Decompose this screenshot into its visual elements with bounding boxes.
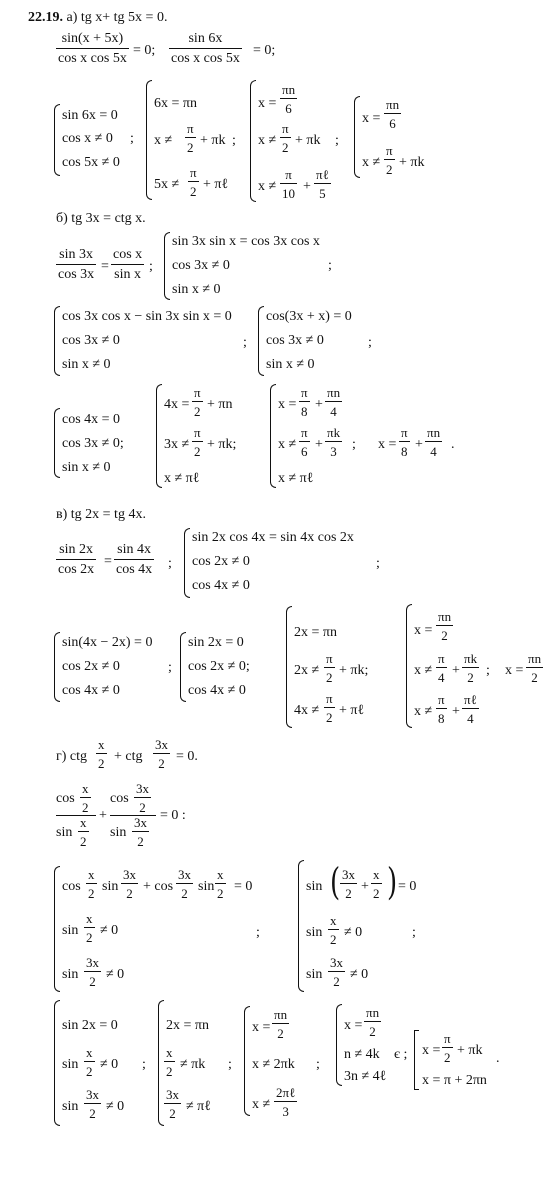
fraction: sin(x + 5x) cos x cos 5x	[58, 31, 127, 66]
system-brace	[270, 384, 276, 488]
system-brace	[180, 632, 186, 702]
system-brace	[54, 104, 60, 176]
part-c-heading: в) tg 2x = tg 4x.	[56, 507, 146, 522]
system-brace	[146, 80, 152, 200]
system-brace	[406, 604, 412, 728]
fraction: sin 6x cos x cos 5x	[171, 31, 240, 66]
system-brace	[286, 606, 292, 728]
system-brace	[156, 384, 162, 488]
system-brace	[244, 1006, 250, 1116]
system-brace	[250, 80, 256, 202]
part-d-heading: г) ctg	[56, 749, 88, 764]
part-b-heading: б) tg 3x = ctg x.	[56, 211, 146, 226]
system-brace	[54, 408, 60, 478]
system-brace	[54, 632, 60, 702]
union-bracket	[414, 1030, 419, 1090]
system-brace	[298, 860, 304, 992]
system-brace	[354, 96, 360, 178]
system-brace	[184, 528, 190, 598]
system-brace	[54, 306, 60, 376]
system-brace	[54, 866, 60, 992]
system-brace	[164, 232, 170, 300]
system-brace	[54, 1000, 60, 1126]
system-brace	[258, 306, 264, 376]
problem-heading: 22.19. а) tg x+ tg 5x = 0.	[28, 10, 168, 25]
system-brace	[336, 1004, 342, 1086]
